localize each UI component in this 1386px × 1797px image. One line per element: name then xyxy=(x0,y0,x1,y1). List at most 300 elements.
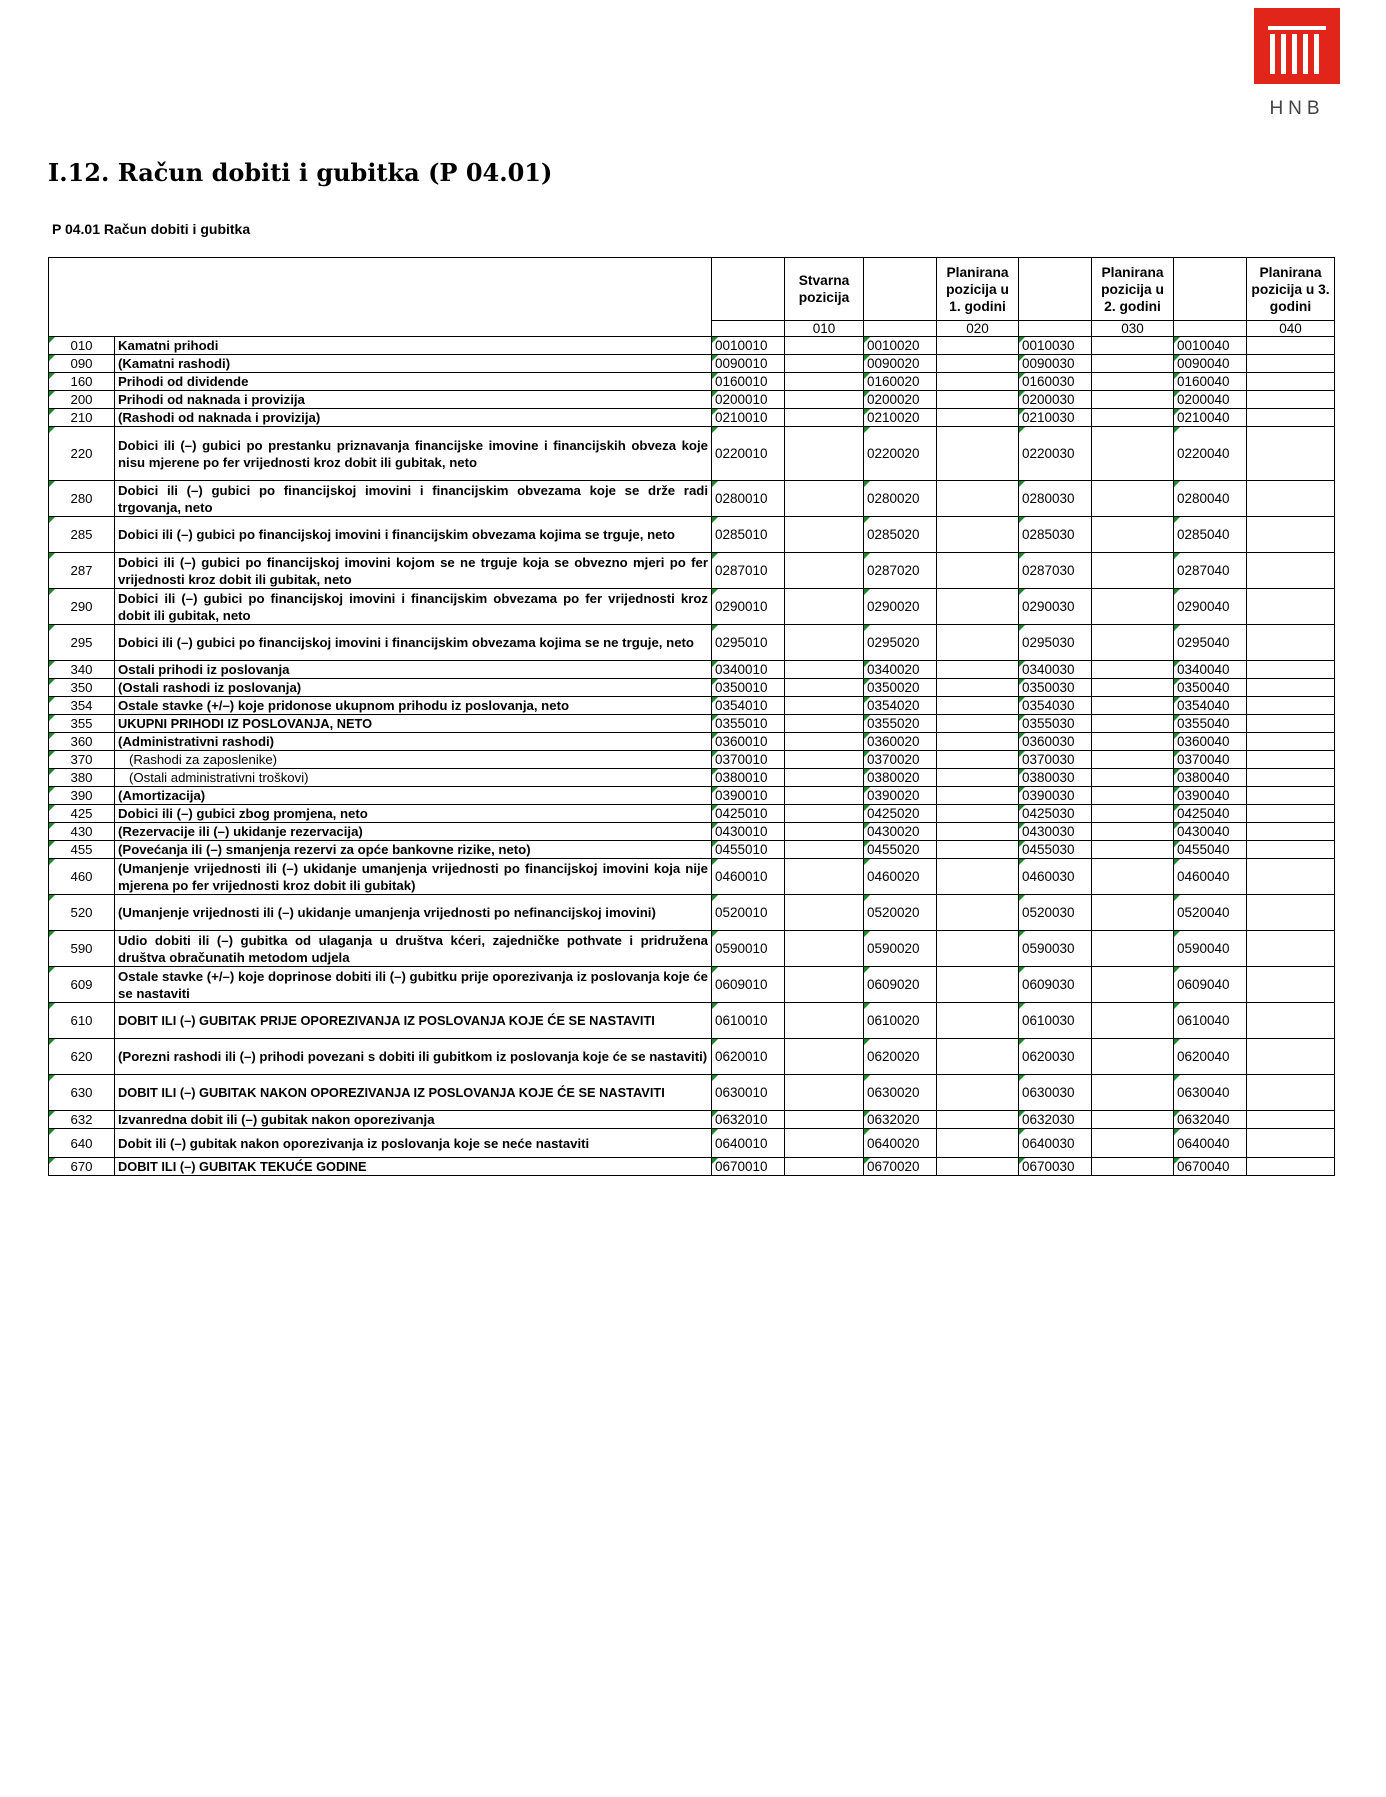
cell-code: 0290010 xyxy=(712,589,785,625)
hnb-logo-text: HNB xyxy=(1269,98,1325,119)
cell-code: 0355040 xyxy=(1174,715,1247,733)
cell-code: 0670040 xyxy=(1174,1158,1247,1176)
cell-code: 0632040 xyxy=(1174,1111,1247,1129)
value-input-cell[interactable] xyxy=(1247,1075,1335,1111)
column-code-row xyxy=(49,321,1335,337)
value-input-cell[interactable] xyxy=(1092,697,1174,715)
row-number: 630 xyxy=(49,1075,115,1111)
row-description: Kamatni prihodi xyxy=(115,337,712,355)
value-input-cell[interactable] xyxy=(785,823,864,841)
value-input-cell[interactable] xyxy=(937,679,1019,697)
cell-code: 0350030 xyxy=(1019,679,1092,697)
cell-code: 0670020 xyxy=(864,1158,937,1176)
value-input-cell[interactable] xyxy=(1247,751,1335,769)
cell-code: 0610020 xyxy=(864,1003,937,1039)
cell-code: 0390030 xyxy=(1019,787,1092,805)
cell-code: 0430020 xyxy=(864,823,937,841)
column-header-row xyxy=(49,258,1335,321)
table-row xyxy=(49,391,1335,409)
value-input-cell[interactable] xyxy=(1247,1111,1335,1129)
cell-code: 0210010 xyxy=(712,409,785,427)
value-input-cell[interactable] xyxy=(785,589,864,625)
value-input-cell[interactable] xyxy=(785,967,864,1003)
cell-code: 0290040 xyxy=(1174,589,1247,625)
cell-code: 0295010 xyxy=(712,625,785,661)
header-spacer xyxy=(712,258,785,321)
cell-code: 0287040 xyxy=(1174,553,1247,589)
header-spacer xyxy=(1019,321,1092,337)
cell-code: 0355020 xyxy=(864,715,937,733)
cell-code: 0010040 xyxy=(1174,337,1247,355)
value-input-cell[interactable] xyxy=(937,373,1019,391)
value-input-cell[interactable] xyxy=(785,1111,864,1129)
cell-code: 0609010 xyxy=(712,967,785,1003)
table-row xyxy=(49,787,1335,805)
value-input-cell[interactable] xyxy=(937,697,1019,715)
value-input-cell[interactable] xyxy=(1092,1039,1174,1075)
value-input-cell[interactable] xyxy=(937,355,1019,373)
cell-code: 0630020 xyxy=(864,1075,937,1111)
cell-code: 0354040 xyxy=(1174,697,1247,715)
value-input-cell[interactable] xyxy=(1247,823,1335,841)
value-input-cell[interactable] xyxy=(1092,967,1174,1003)
cell-code: 0295030 xyxy=(1019,625,1092,661)
value-input-cell[interactable] xyxy=(1092,859,1174,895)
value-input-cell[interactable] xyxy=(785,1039,864,1075)
table-row xyxy=(49,931,1335,967)
value-input-cell[interactable] xyxy=(1092,931,1174,967)
cell-code: 0460010 xyxy=(712,859,785,895)
value-input-cell[interactable] xyxy=(937,391,1019,409)
cell-code: 0370030 xyxy=(1019,751,1092,769)
row-description: Ostali prihodi iz poslovanja xyxy=(115,661,712,679)
value-input-cell[interactable] xyxy=(785,1129,864,1158)
cell-code: 0340010 xyxy=(712,661,785,679)
row-description: (Kamatni rashodi) xyxy=(115,355,712,373)
value-input-cell[interactable] xyxy=(1247,517,1335,553)
value-input-cell[interactable] xyxy=(1247,715,1335,733)
cell-code: 0632030 xyxy=(1019,1111,1092,1129)
cell-code: 0609040 xyxy=(1174,967,1247,1003)
cell-code: 0340040 xyxy=(1174,661,1247,679)
row-description: Prihodi od naknada i provizija xyxy=(115,391,712,409)
cell-code: 0210020 xyxy=(864,409,937,427)
cell-code: 0360010 xyxy=(712,733,785,751)
header-blank xyxy=(49,258,712,321)
cell-code: 0590030 xyxy=(1019,931,1092,967)
cell-code: 0370010 xyxy=(712,751,785,769)
value-input-cell[interactable] xyxy=(937,1039,1019,1075)
header-blank xyxy=(49,321,712,337)
row-number: 610 xyxy=(49,1003,115,1039)
cell-code: 0460020 xyxy=(864,859,937,895)
value-input-cell[interactable] xyxy=(1247,859,1335,895)
column-code: 040 xyxy=(1247,321,1335,337)
cell-code: 0390020 xyxy=(864,787,937,805)
row-number: 160 xyxy=(49,373,115,391)
value-input-cell[interactable] xyxy=(937,1075,1019,1111)
value-input-cell[interactable] xyxy=(1247,427,1335,481)
cell-code: 0010010 xyxy=(712,337,785,355)
cell-code: 0280020 xyxy=(864,481,937,517)
value-input-cell[interactable] xyxy=(785,769,864,787)
cell-code: 0295040 xyxy=(1174,625,1247,661)
table-row xyxy=(49,1111,1335,1129)
hnb-logo-mark xyxy=(1254,8,1340,84)
table-row xyxy=(49,1075,1335,1111)
value-input-cell[interactable] xyxy=(785,409,864,427)
cell-code: 0640030 xyxy=(1019,1129,1092,1158)
cell-code: 0390040 xyxy=(1174,787,1247,805)
row-number: 285 xyxy=(49,517,115,553)
table-row xyxy=(49,895,1335,931)
cell-code: 0220020 xyxy=(864,427,937,481)
value-input-cell[interactable] xyxy=(937,1158,1019,1176)
row-number: 220 xyxy=(49,427,115,481)
value-input-cell[interactable] xyxy=(1247,697,1335,715)
value-input-cell[interactable] xyxy=(1247,625,1335,661)
row-description: Dobici ili (–) gubici po prestanku priznavanja financijske imovine i financijskih obveza koje nisu mjerene po fer vrijednosti kroz dobit ili gubitak, neto xyxy=(115,427,712,481)
value-input-cell[interactable] xyxy=(785,715,864,733)
value-input-cell[interactable] xyxy=(937,1129,1019,1158)
cell-code: 0220010 xyxy=(712,427,785,481)
cell-code: 0640020 xyxy=(864,1129,937,1158)
value-input-cell[interactable] xyxy=(1092,481,1174,517)
value-input-cell[interactable] xyxy=(937,967,1019,1003)
value-input-cell[interactable] xyxy=(1092,787,1174,805)
header-spacer xyxy=(864,258,937,321)
value-input-cell[interactable] xyxy=(785,805,864,823)
row-description: Ostale stavke (+/–) koje doprinose dobiti ili (–) gubitku prije oporezivanja iz poslovanja koje će se nastaviti xyxy=(115,967,712,1003)
value-input-cell[interactable] xyxy=(1092,895,1174,931)
value-input-cell[interactable] xyxy=(1247,1003,1335,1039)
value-input-cell[interactable] xyxy=(1092,373,1174,391)
value-input-cell[interactable] xyxy=(1092,823,1174,841)
row-description: (Rashodi od naknada i provizija) xyxy=(115,409,712,427)
value-input-cell[interactable] xyxy=(937,625,1019,661)
value-input-cell[interactable] xyxy=(1092,733,1174,751)
value-input-cell[interactable] xyxy=(1247,841,1335,859)
value-input-cell[interactable] xyxy=(785,427,864,481)
row-number: 425 xyxy=(49,805,115,823)
row-number: 455 xyxy=(49,841,115,859)
row-description: Dobici ili (–) gubici po financijskoj imovini i financijskim obvezama po fer vrijednosti kroz dobit ili gubitak, neto xyxy=(115,589,712,625)
value-input-cell[interactable] xyxy=(1247,733,1335,751)
value-input-cell[interactable] xyxy=(1092,805,1174,823)
value-input-cell[interactable] xyxy=(785,373,864,391)
row-number: 670 xyxy=(49,1158,115,1176)
value-input-cell[interactable] xyxy=(785,787,864,805)
cell-code: 0290020 xyxy=(864,589,937,625)
value-input-cell[interactable] xyxy=(1092,1158,1174,1176)
value-input-cell[interactable] xyxy=(937,1111,1019,1129)
value-input-cell[interactable] xyxy=(1247,355,1335,373)
table-row xyxy=(49,679,1335,697)
row-description: Dobici ili (–) gubici po financijskoj imovini i financijskim obvezama kojima se trguje, neto xyxy=(115,517,712,553)
value-input-cell[interactable] xyxy=(785,355,864,373)
value-input-cell[interactable] xyxy=(785,931,864,967)
value-input-cell[interactable] xyxy=(1092,337,1174,355)
cell-code: 0620010 xyxy=(712,1039,785,1075)
cell-code: 0520010 xyxy=(712,895,785,931)
value-input-cell[interactable] xyxy=(1092,517,1174,553)
row-number: 430 xyxy=(49,823,115,841)
columns-icon xyxy=(1254,8,1340,84)
value-input-cell[interactable] xyxy=(1092,1129,1174,1158)
value-input-cell[interactable] xyxy=(785,481,864,517)
value-input-cell[interactable] xyxy=(1092,589,1174,625)
value-input-cell[interactable] xyxy=(1247,967,1335,1003)
value-input-cell[interactable] xyxy=(1092,391,1174,409)
row-number: 010 xyxy=(49,337,115,355)
cell-code: 0210030 xyxy=(1019,409,1092,427)
value-input-cell[interactable] xyxy=(937,787,1019,805)
row-number: 354 xyxy=(49,697,115,715)
cell-code: 0280010 xyxy=(712,481,785,517)
row-number: 360 xyxy=(49,733,115,751)
row-number: 290 xyxy=(49,589,115,625)
value-input-cell[interactable] xyxy=(785,841,864,859)
table-row xyxy=(49,625,1335,661)
row-number: 609 xyxy=(49,967,115,1003)
cell-code: 0380010 xyxy=(712,769,785,787)
cell-code: 0609020 xyxy=(864,967,937,1003)
value-input-cell[interactable] xyxy=(1092,715,1174,733)
cell-code: 0090010 xyxy=(712,355,785,373)
value-input-cell[interactable] xyxy=(785,517,864,553)
value-input-cell[interactable] xyxy=(785,1075,864,1111)
column-code: 020 xyxy=(937,321,1019,337)
row-description: (Administrativni rashodi) xyxy=(115,733,712,751)
row-description: (Ostali administrativni troškovi) xyxy=(115,769,712,787)
cell-code: 0590020 xyxy=(864,931,937,967)
table-row xyxy=(49,589,1335,625)
value-input-cell[interactable] xyxy=(937,841,1019,859)
hnb-logo xyxy=(1254,8,1340,120)
value-input-cell[interactable] xyxy=(937,409,1019,427)
header-spacer xyxy=(864,321,937,337)
row-description: Dobici ili (–) gubici po financijskoj imovini kojom se ne trguje koja se obvezno mjeri po fer vrijednosti kroz dobit ili gubitak, neto xyxy=(115,553,712,589)
cell-code: 0455040 xyxy=(1174,841,1247,859)
value-input-cell[interactable] xyxy=(1092,841,1174,859)
value-input-cell[interactable] xyxy=(937,481,1019,517)
cell-code: 0354030 xyxy=(1019,697,1092,715)
value-input-cell[interactable] xyxy=(1092,625,1174,661)
table-row xyxy=(49,805,1335,823)
value-input-cell[interactable] xyxy=(785,1003,864,1039)
row-description: (Rashodi za zaposlenike) xyxy=(115,751,712,769)
value-input-cell[interactable] xyxy=(1247,769,1335,787)
header-spacer xyxy=(1174,258,1247,321)
value-input-cell[interactable] xyxy=(1247,553,1335,589)
value-input-cell[interactable] xyxy=(937,805,1019,823)
cell-code: 0280030 xyxy=(1019,481,1092,517)
cell-code: 0380030 xyxy=(1019,769,1092,787)
value-input-cell[interactable] xyxy=(785,661,864,679)
cell-code: 0340030 xyxy=(1019,661,1092,679)
row-description: Udio dobiti ili (–) gubitka od ulaganja u društva kćeri, zajedničke pothvate i pridružena društva obračunatih metodom udjela xyxy=(115,931,712,967)
cell-code: 0460030 xyxy=(1019,859,1092,895)
value-input-cell[interactable] xyxy=(785,391,864,409)
value-input-cell[interactable] xyxy=(1092,751,1174,769)
row-description: (Amortizacija) xyxy=(115,787,712,805)
table-row xyxy=(49,553,1335,589)
value-input-cell[interactable] xyxy=(1247,1039,1335,1075)
column-code: 010 xyxy=(785,321,864,337)
table-row xyxy=(49,661,1335,679)
value-input-cell[interactable] xyxy=(1092,409,1174,427)
row-description: DOBIT ILI (–) GUBITAK NAKON OPOREZIVANJA IZ POSLOVANJA KOJE ĆE SE NASTAVITI xyxy=(115,1075,712,1111)
value-input-cell[interactable] xyxy=(785,553,864,589)
cell-code: 0380020 xyxy=(864,769,937,787)
value-input-cell[interactable] xyxy=(1247,1129,1335,1158)
cell-code: 0295020 xyxy=(864,625,937,661)
value-input-cell[interactable] xyxy=(785,751,864,769)
row-description: (Umanjenje vrijednosti ili (–) ukidanje umanjenja vrijednosti po financijskoj imovini koja nije mjerena po fer vrijednosti kroz dobit ili gubitak) xyxy=(115,859,712,895)
column-header-label: Stvarna pozicija xyxy=(785,258,864,321)
cell-code: 0287030 xyxy=(1019,553,1092,589)
row-description: Dobici ili (–) gubici po financijskoj imovini i financijskim obvezama koje se drže radi trgovanja, neto xyxy=(115,481,712,517)
value-input-cell[interactable] xyxy=(1092,1111,1174,1129)
cell-code: 0090020 xyxy=(864,355,937,373)
value-input-cell[interactable] xyxy=(1247,895,1335,931)
value-input-cell[interactable] xyxy=(1092,427,1174,481)
row-description: Dobici ili (–) gubici zbog promjena, neto xyxy=(115,805,712,823)
row-description: (Umanjenje vrijednosti ili (–) ukidanje umanjenja vrijednosti po nefinancijskoj imovini) xyxy=(115,895,712,931)
cell-code: 0340020 xyxy=(864,661,937,679)
value-input-cell[interactable] xyxy=(937,715,1019,733)
value-input-cell[interactable] xyxy=(937,769,1019,787)
value-input-cell[interactable] xyxy=(1092,1003,1174,1039)
value-input-cell[interactable] xyxy=(937,751,1019,769)
table-row xyxy=(49,1039,1335,1075)
value-input-cell[interactable] xyxy=(1247,337,1335,355)
value-input-cell[interactable] xyxy=(937,1003,1019,1039)
cell-code: 0280040 xyxy=(1174,481,1247,517)
cell-code: 0425030 xyxy=(1019,805,1092,823)
value-input-cell[interactable] xyxy=(1247,787,1335,805)
cell-code: 0220030 xyxy=(1019,427,1092,481)
table-row xyxy=(49,409,1335,427)
value-input-cell[interactable] xyxy=(1247,661,1335,679)
value-input-cell[interactable] xyxy=(1247,1158,1335,1176)
row-description: (Povećanja ili (–) smanjenja rezervi za opće bankovne rizike, neto) xyxy=(115,841,712,859)
row-number: 295 xyxy=(49,625,115,661)
cell-code: 0590040 xyxy=(1174,931,1247,967)
value-input-cell[interactable] xyxy=(785,697,864,715)
value-input-cell[interactable] xyxy=(937,733,1019,751)
cell-code: 0630010 xyxy=(712,1075,785,1111)
row-number: 350 xyxy=(49,679,115,697)
value-input-cell[interactable] xyxy=(1092,769,1174,787)
value-input-cell[interactable] xyxy=(785,625,864,661)
cell-code: 0287020 xyxy=(864,553,937,589)
value-input-cell[interactable] xyxy=(1247,481,1335,517)
value-input-cell[interactable] xyxy=(937,931,1019,967)
row-number: 210 xyxy=(49,409,115,427)
value-input-cell[interactable] xyxy=(937,895,1019,931)
value-input-cell[interactable] xyxy=(937,427,1019,481)
value-input-cell[interactable] xyxy=(937,859,1019,895)
value-input-cell[interactable] xyxy=(937,823,1019,841)
cell-code: 0090040 xyxy=(1174,355,1247,373)
page-title: I.12. Račun dobiti i gubitka (P 04.01) xyxy=(48,158,553,187)
value-input-cell[interactable] xyxy=(1247,373,1335,391)
cell-code: 0430010 xyxy=(712,823,785,841)
cell-code: 0220040 xyxy=(1174,427,1247,481)
profit-loss-table xyxy=(48,257,1335,1176)
cell-code: 0670010 xyxy=(712,1158,785,1176)
row-description: (Porezni rashodi ili (–) prihodi povezani s dobiti ili gubitkom iz poslovanja koje će se nastaviti) xyxy=(115,1039,712,1075)
value-input-cell[interactable] xyxy=(937,517,1019,553)
value-input-cell[interactable] xyxy=(785,733,864,751)
row-number: 370 xyxy=(49,751,115,769)
cell-code: 0200010 xyxy=(712,391,785,409)
row-description: DOBIT ILI (–) GUBITAK TEKUĆE GODINE xyxy=(115,1158,712,1176)
table-row xyxy=(49,337,1335,355)
table-row xyxy=(49,859,1335,895)
value-input-cell[interactable] xyxy=(785,679,864,697)
cell-code: 0200040 xyxy=(1174,391,1247,409)
cell-code: 0355010 xyxy=(712,715,785,733)
value-input-cell[interactable] xyxy=(1092,661,1174,679)
value-input-cell[interactable] xyxy=(1247,409,1335,427)
value-input-cell[interactable] xyxy=(937,553,1019,589)
value-input-cell[interactable] xyxy=(937,589,1019,625)
row-description: Prihodi od dividende xyxy=(115,373,712,391)
column-code: 030 xyxy=(1092,321,1174,337)
value-input-cell[interactable] xyxy=(1247,805,1335,823)
row-number: 390 xyxy=(49,787,115,805)
value-input-cell[interactable] xyxy=(1092,1075,1174,1111)
row-description: UKUPNI PRIHODI IZ POSLOVANJA, NETO xyxy=(115,715,712,733)
cell-code: 0632020 xyxy=(864,1111,937,1129)
cell-code: 0520030 xyxy=(1019,895,1092,931)
cell-code: 0430030 xyxy=(1019,823,1092,841)
cell-code: 0200020 xyxy=(864,391,937,409)
cell-code: 0285010 xyxy=(712,517,785,553)
value-input-cell[interactable] xyxy=(1092,679,1174,697)
cell-code: 0610040 xyxy=(1174,1003,1247,1039)
value-input-cell[interactable] xyxy=(1247,679,1335,697)
value-input-cell[interactable] xyxy=(1247,931,1335,967)
cell-code: 0640040 xyxy=(1174,1129,1247,1158)
row-description: Dobici ili (–) gubici po financijskoj imovini i financijskim obvezama kojima se ne trguje, neto xyxy=(115,625,712,661)
value-input-cell[interactable] xyxy=(785,895,864,931)
row-number: 090 xyxy=(49,355,115,373)
value-input-cell[interactable] xyxy=(785,859,864,895)
value-input-cell[interactable] xyxy=(1247,391,1335,409)
value-input-cell[interactable] xyxy=(1092,553,1174,589)
column-header-label: Planirana pozicija u 2. godini xyxy=(1092,258,1174,321)
cell-code: 0285030 xyxy=(1019,517,1092,553)
value-input-cell[interactable] xyxy=(937,661,1019,679)
value-input-cell[interactable] xyxy=(785,337,864,355)
value-input-cell[interactable] xyxy=(937,337,1019,355)
value-input-cell[interactable] xyxy=(785,1158,864,1176)
cell-code: 0640010 xyxy=(712,1129,785,1158)
row-number: 460 xyxy=(49,859,115,895)
cell-code: 0210040 xyxy=(1174,409,1247,427)
cell-code: 0354020 xyxy=(864,697,937,715)
table-row xyxy=(49,1003,1335,1039)
row-number: 632 xyxy=(49,1111,115,1129)
cell-code: 0160030 xyxy=(1019,373,1092,391)
value-input-cell[interactable] xyxy=(1092,355,1174,373)
value-input-cell[interactable] xyxy=(1247,589,1335,625)
row-number: 280 xyxy=(49,481,115,517)
row-description: Ostale stavke (+/–) koje pridonose ukupnom prihodu iz poslovanja, neto xyxy=(115,697,712,715)
